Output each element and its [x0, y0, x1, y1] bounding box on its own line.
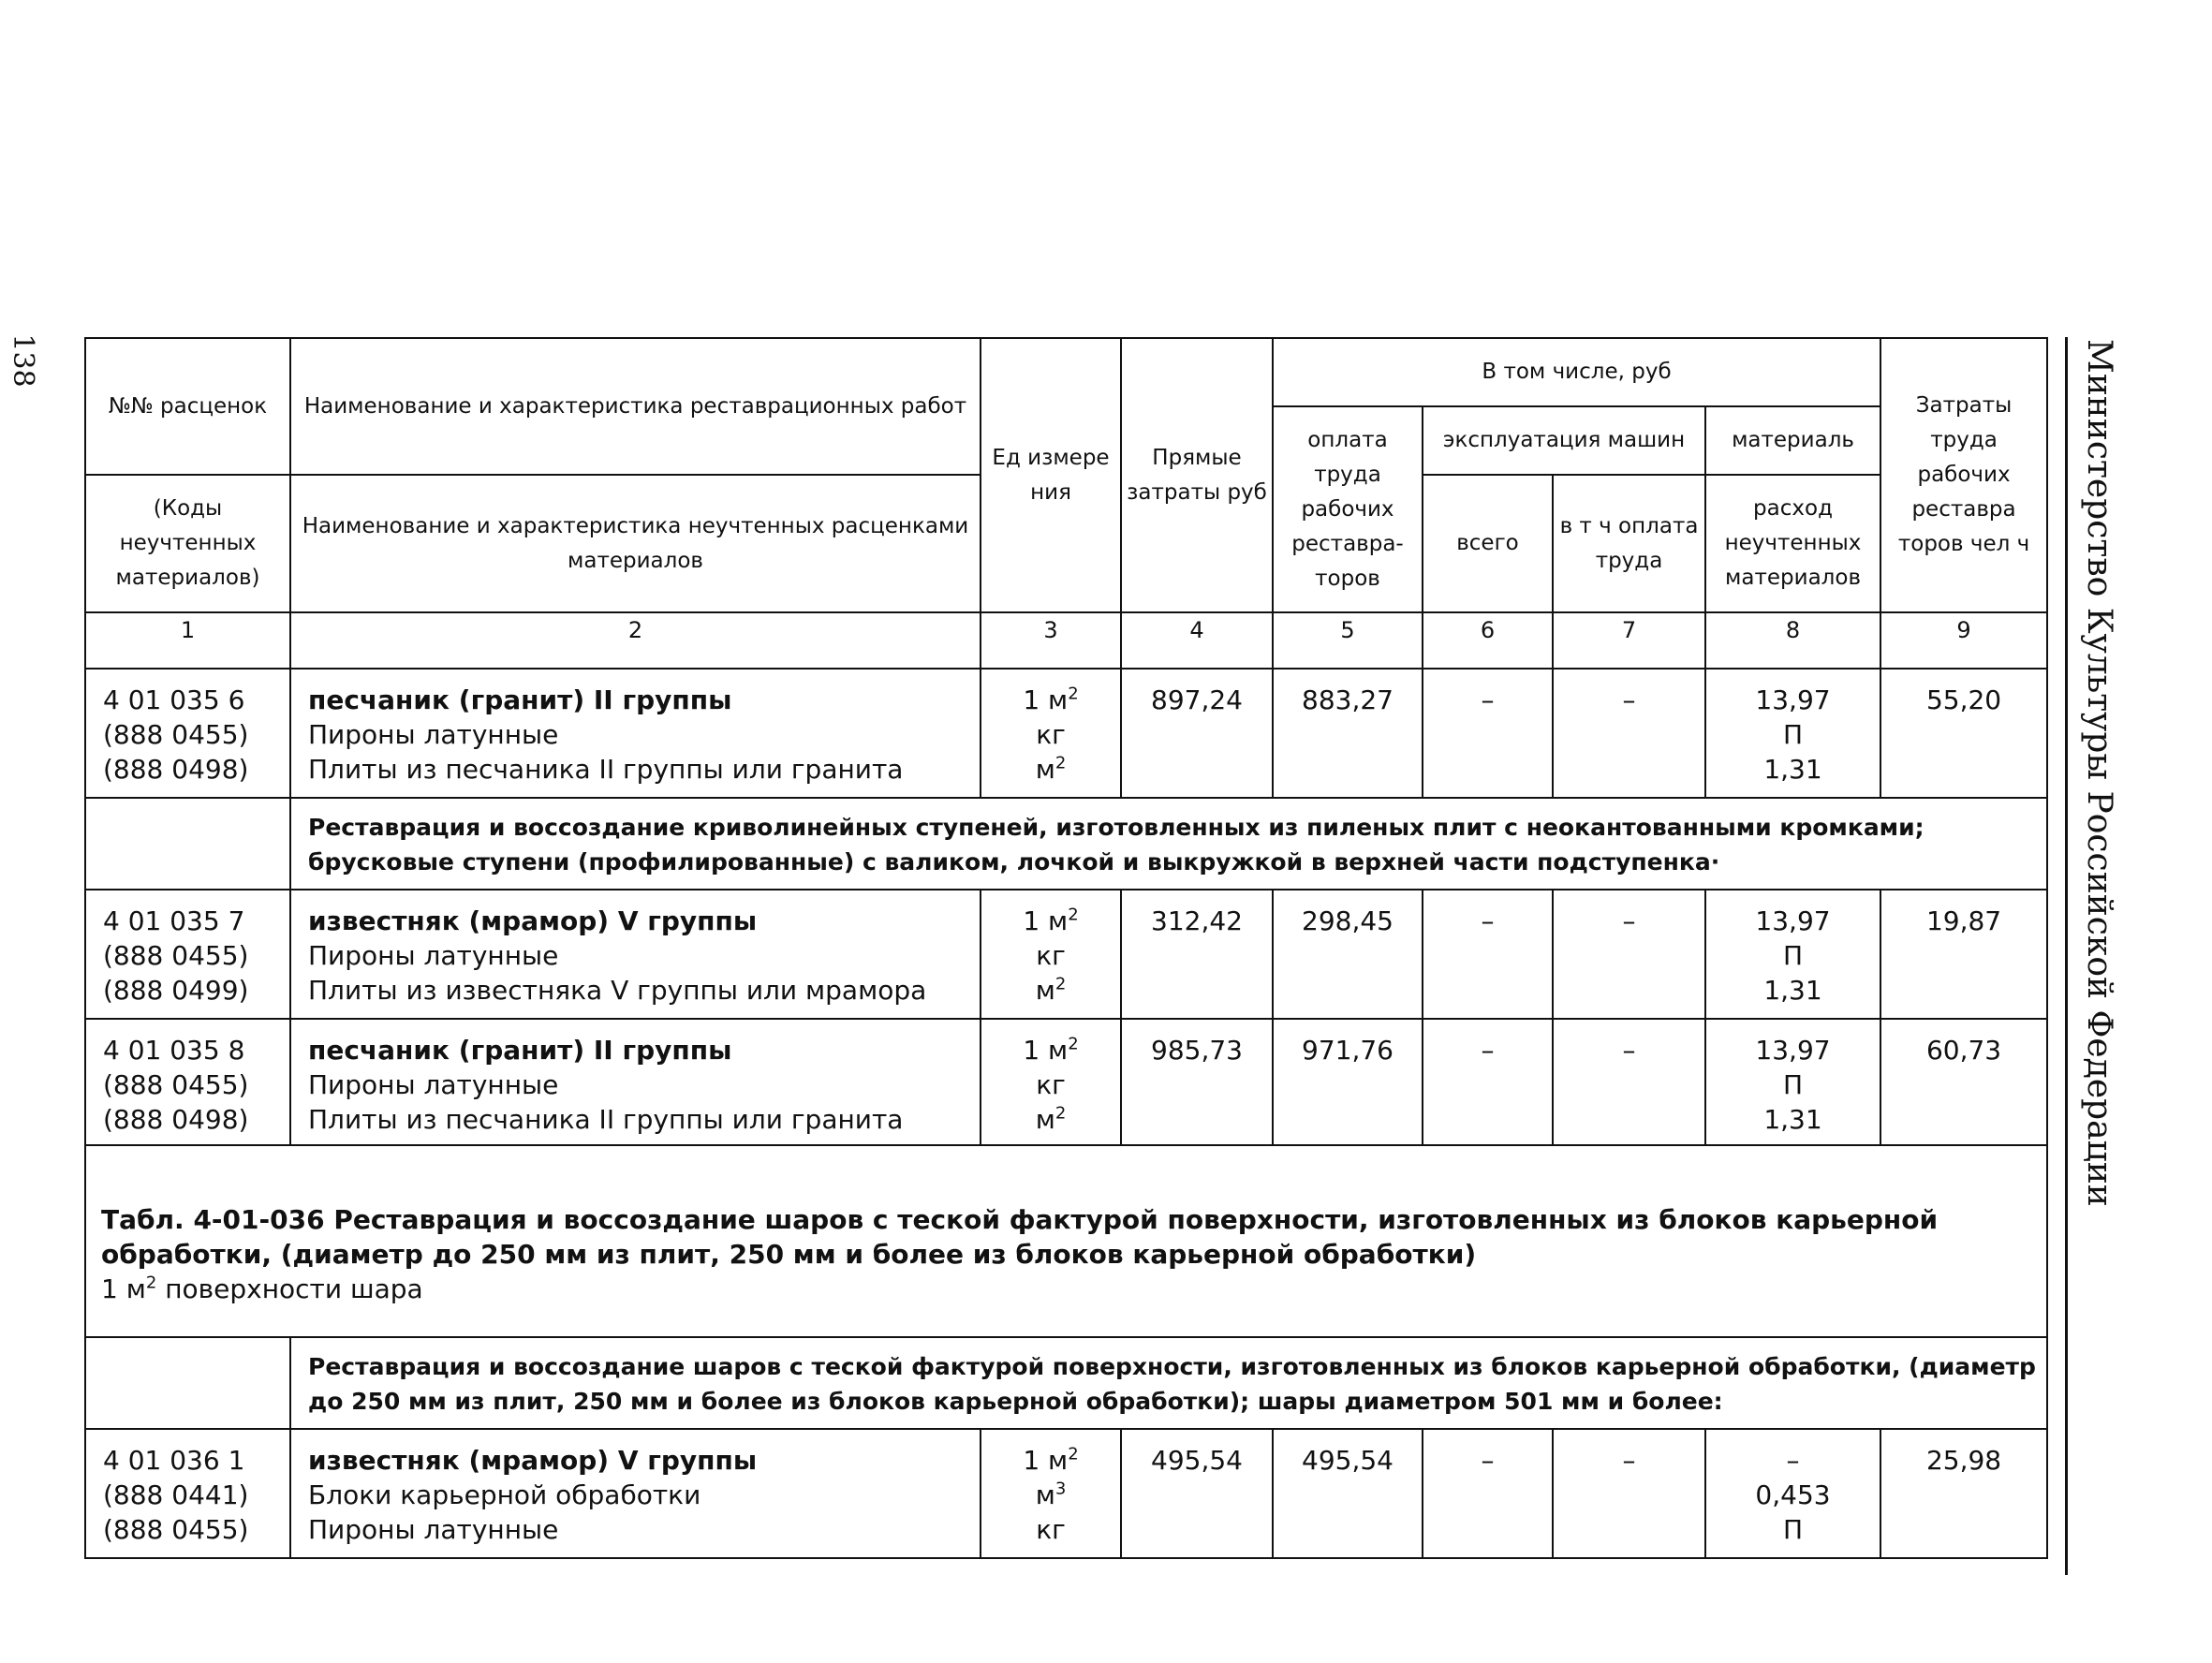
units — [981, 669, 1121, 798]
unit-value: кг — [1036, 719, 1066, 750]
table-row — [85, 890, 2047, 1019]
materials — [1705, 890, 1880, 1019]
work-title: песчаник (гранит) II группы — [308, 1035, 732, 1066]
empty-cell — [85, 1337, 290, 1429]
materials-value: 1,31 — [1763, 1104, 1822, 1135]
material-name: Плиты из песчаника II группы или гранита — [308, 1104, 904, 1135]
table-unit-value: 1 м — [101, 1273, 146, 1304]
column-number: 3 — [981, 612, 1121, 669]
material-name: Пироны латунные — [308, 1069, 559, 1100]
unit-value: м — [1035, 975, 1055, 1006]
table-unit — [101, 1272, 2037, 1306]
direct-costs: 312,42 — [1121, 890, 1273, 1019]
labor-pay: 971,76 — [1273, 1019, 1423, 1145]
materials — [1705, 1019, 1880, 1145]
unit-value: м — [1035, 754, 1055, 785]
unit-value: 1 м — [1023, 1035, 1069, 1066]
materials-value: 13,97 — [1755, 1035, 1831, 1066]
material-name: Пироны латунные — [308, 940, 559, 971]
side-title: Министерство Культуры Российской Федерации — [2080, 339, 2118, 1207]
material-name: Пироны латунные — [308, 719, 559, 750]
machines-total: – — [1423, 1019, 1553, 1145]
header-material-names: Наименование и характеристика неучтенных расценками материалов — [290, 475, 981, 612]
unit-exponent: 2 — [145, 1273, 157, 1293]
materials-value: – — [1786, 1445, 1800, 1476]
header-materials-usage: расход неучтенных материалов — [1705, 475, 1880, 612]
labor-cost: 60,73 — [1880, 1019, 2047, 1145]
header-machines-total: всего — [1423, 475, 1553, 612]
unit-exponent: 2 — [1068, 1034, 1079, 1054]
page-number: 138 — [7, 333, 40, 388]
direct-costs: 495,54 — [1121, 1429, 1273, 1558]
work-description — [290, 669, 981, 798]
rate-codes — [85, 1019, 290, 1145]
material-name: Пироны латунные — [308, 1514, 559, 1545]
materials-value: 1,31 — [1763, 754, 1822, 785]
machines-total: – — [1423, 1429, 1553, 1558]
unit-value: м — [1035, 1479, 1055, 1510]
table-title: Табл. 4-01-036 Реставрация и воссоздание шаров с теской фактурой поверхности, изготовленных из блоков карьерной обработки, (диаметр до 250 мм из плит, 250 мм и более из блоков карьерной обработки) — [101, 1204, 1939, 1270]
materials — [1705, 1429, 1880, 1558]
machines-total: – — [1423, 890, 1553, 1019]
work-description — [290, 1019, 981, 1145]
material-code: (888 0455) — [103, 1069, 249, 1100]
rate-codes — [85, 1429, 290, 1558]
machines-labor: – — [1553, 669, 1705, 798]
table-title-block — [85, 1145, 2047, 1337]
header-including: В том числе, руб — [1273, 338, 1880, 406]
column-number: 2 — [290, 612, 981, 669]
column-number: 9 — [1880, 612, 2047, 669]
materials-value: П — [1782, 1514, 1804, 1545]
units — [981, 1019, 1121, 1145]
work-title: известняк (мрамор) V группы — [308, 905, 758, 936]
material-name: Блоки карьерной обработки — [308, 1479, 701, 1510]
materials-value: 1,31 — [1763, 975, 1822, 1006]
work-description — [290, 890, 981, 1019]
rate-codes — [85, 890, 290, 1019]
labor-cost: 55,20 — [1880, 669, 2047, 798]
header-work-name: Наименование и характеристика реставрационных работ — [290, 338, 981, 475]
unit-exponent: 2 — [1054, 1103, 1067, 1124]
material-code: (888 0455) — [103, 1514, 249, 1545]
unit-value: 1 м — [1023, 1445, 1069, 1476]
unit-value: кг — [1036, 940, 1066, 971]
materials — [1705, 669, 1880, 798]
unit-value: кг — [1036, 1514, 1066, 1545]
materials-value: П — [1782, 1069, 1804, 1100]
table-row — [85, 1429, 2047, 1558]
unit-exponent: 2 — [1054, 974, 1067, 994]
table-unit-label: поверхности шара — [156, 1273, 423, 1304]
material-code: (888 0455) — [103, 940, 249, 971]
unit-exponent: 3 — [1054, 1479, 1067, 1499]
rate-codes — [85, 669, 290, 798]
header-labor-cost: Затраты труда рабочих реставра торов чел ч — [1880, 338, 2047, 612]
header-machines-labor: в т ч оплата труда — [1553, 475, 1705, 612]
table-row — [85, 1019, 2047, 1145]
header-rate-number: №№ расценок — [85, 338, 290, 475]
unit-value: 1 м — [1023, 684, 1069, 715]
unit-value: м — [1035, 1104, 1055, 1135]
work-title: песчаник (гранит) II группы — [308, 684, 732, 715]
column-number: 1 — [85, 612, 290, 669]
rate-code: 4 01 035 6 — [103, 684, 245, 715]
side-divider — [2065, 337, 2068, 1575]
direct-costs: 897,24 — [1121, 669, 1273, 798]
material-code: (888 0499) — [103, 975, 249, 1006]
rate-code: 4 01 036 1 — [103, 1445, 245, 1476]
materials-value: П — [1782, 719, 1804, 750]
rate-code: 4 01 035 8 — [103, 1035, 245, 1066]
unit-value: кг — [1036, 1069, 1066, 1100]
material-code: (888 0455) — [103, 719, 249, 750]
section-subheading: Реставрация и воссоздание криволинейных ступеней, изготовленных из пиленых плит с неокантованными кромками; брусковые ступени (профилированные) с валиком, лочкой и выкружкой в верхней части подступенка· — [290, 798, 2047, 890]
work-description — [290, 1429, 981, 1558]
column-number: 6 — [1423, 612, 1553, 669]
header-materials: материаль — [1705, 406, 1880, 475]
material-code: (888 0498) — [103, 1104, 249, 1135]
column-number: 8 — [1705, 612, 1880, 669]
empty-cell — [85, 798, 290, 890]
header-machines: эксплуатация машин — [1423, 406, 1705, 475]
unit-exponent: 2 — [1068, 905, 1079, 925]
column-number: 5 — [1273, 612, 1423, 669]
rates-table — [84, 337, 2048, 1559]
units — [981, 1429, 1121, 1558]
header-labor-pay: оплата труда рабочих реставра-торов — [1273, 406, 1423, 612]
header-material-codes: (Коды неучтенных материалов) — [85, 475, 290, 612]
materials-value: 13,97 — [1755, 684, 1831, 715]
material-name: Плиты из песчаника II группы или гранита — [308, 754, 904, 785]
machines-labor: – — [1553, 890, 1705, 1019]
column-numbers-row — [85, 612, 2047, 669]
rate-code: 4 01 035 7 — [103, 905, 245, 936]
machines-total: – — [1423, 669, 1553, 798]
material-name: Плиты из известняка V группы или мрамора — [308, 975, 927, 1006]
machines-labor: – — [1553, 1019, 1705, 1145]
materials-value: 13,97 — [1755, 905, 1831, 936]
machines-labor: – — [1553, 1429, 1705, 1558]
direct-costs: 985,73 — [1121, 1019, 1273, 1145]
materials-value: 0,453 — [1755, 1479, 1831, 1510]
header-direct-costs: Прямые затраты руб — [1121, 338, 1273, 612]
header-unit: Ед измере ния — [981, 338, 1121, 612]
labor-pay: 298,45 — [1273, 890, 1423, 1019]
material-code: (888 0441) — [103, 1479, 249, 1510]
section-subheading: Реставрация и воссоздание шаров с теской фактурой поверхности, изготовленных из блоков карьерной обработки, (диаметр до 250 мм из плит, 250 мм и более из блоков карьерной обработки); шары диаметром 501 мм и более: — [290, 1337, 2047, 1429]
units — [981, 890, 1121, 1019]
materials-value: П — [1782, 940, 1804, 971]
column-number: 7 — [1553, 612, 1705, 669]
unit-exponent: 2 — [1068, 1444, 1079, 1464]
work-title: известняк (мрамор) V группы — [308, 1445, 758, 1476]
column-number: 4 — [1121, 612, 1273, 669]
unit-exponent: 2 — [1054, 753, 1067, 773]
unit-value: 1 м — [1023, 905, 1069, 936]
labor-cost: 25,98 — [1880, 1429, 2047, 1558]
labor-pay: 495,54 — [1273, 1429, 1423, 1558]
labor-cost: 19,87 — [1880, 890, 2047, 1019]
table-row — [85, 669, 2047, 798]
unit-exponent: 2 — [1068, 684, 1079, 704]
material-code: (888 0498) — [103, 754, 249, 785]
labor-pay: 883,27 — [1273, 669, 1423, 798]
